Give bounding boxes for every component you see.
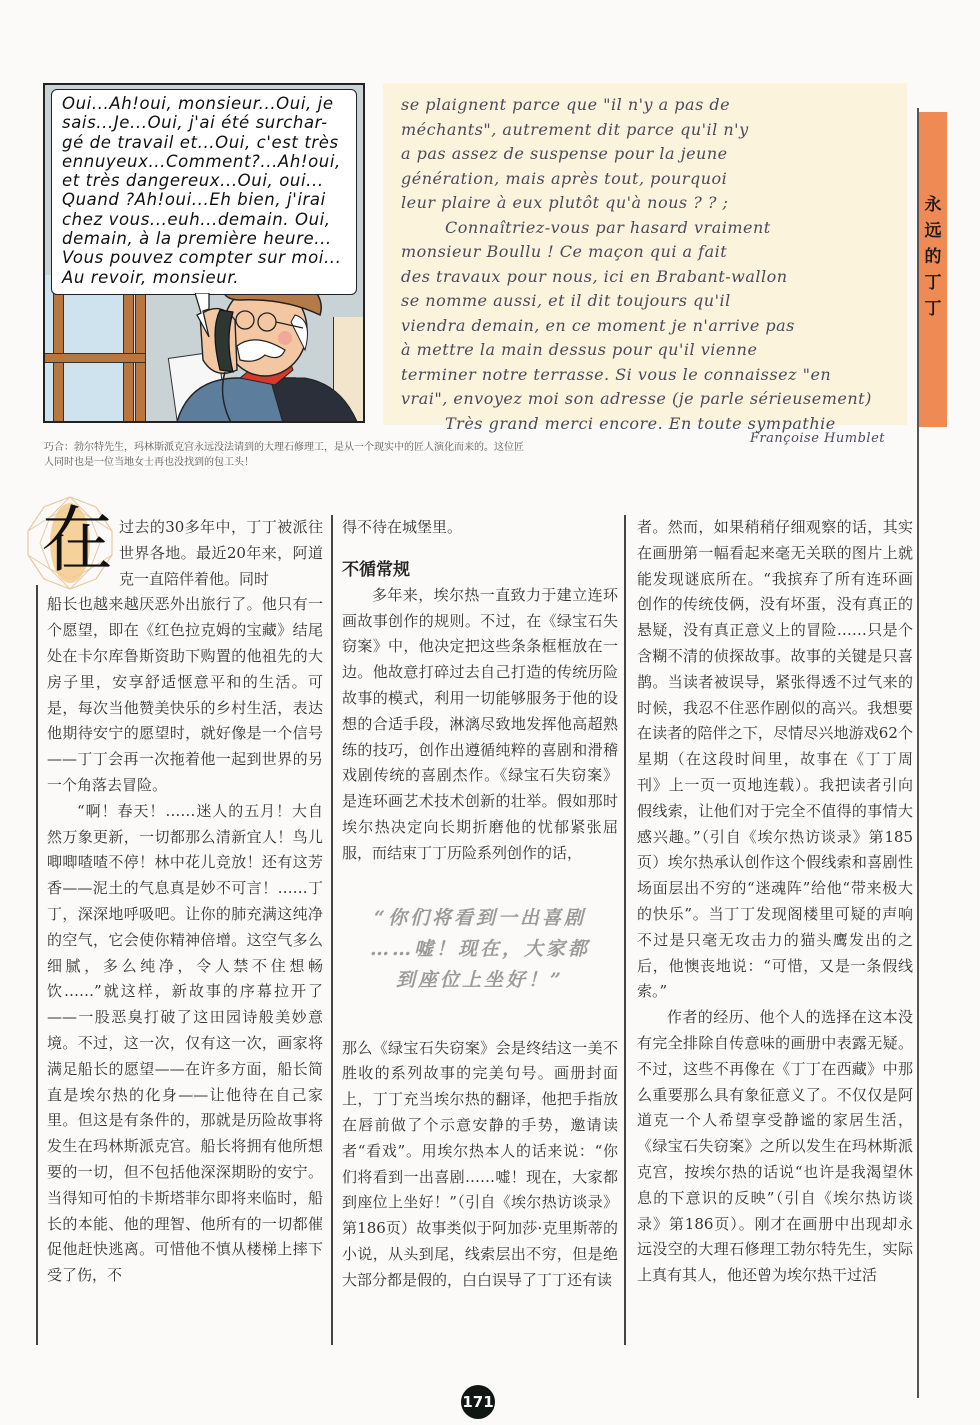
letter-line: se plaignent parce que "il n'y a pas de — [401, 95, 731, 114]
paragraph: 得不待在城堡里。 — [342, 518, 463, 536]
paragraph: 过去的30多年中，丁丁被派往世界各地。最近20年来，阿道克一直陪伴着他。同时 — [119, 518, 323, 588]
paragraph: “啊！春天！……迷人的五月！大自然万象更新，一切都那么清新宜人！鸟儿唧唧喳喳不停！林中花儿竞放！还有这芳香——泥土的气息真是妙不可言！……丁丁，深深地呼吸吧。让你的肺充满这纯净的空气，它会使你精神倍增。这空气多么细腻，多么纯净，令人禁不住想畅饮……”就这样，新故事的序幕拉开了——一股恶臭打破了这田园诗般美妙意境。不过，这一次，仅有这一次，画家将满足船长的愿望——在许多方面，船长简直是埃尔热的化身——让他待在自己家里。但这是有条件的，那就是历险故事将发生在玛林斯派克宫。船长将拥有他所想要的一切，但不包括他深深期盼的安宁。当得知可怕的卡斯塔菲尔即将来临时，船长的本能、他的理智、他所有的一切都催促他赶快逃离。可惜他不慎从楼梯上摔下受了伤，不 — [47, 801, 323, 1285]
letter-line: a pas assez de suspense pour la jeune — [401, 144, 728, 163]
article-column-3 — [637, 515, 913, 1289]
balloon-line: Quand ?Ah!oui...Eh bien, j'irai — [62, 190, 326, 210]
balloon-line: Oui...Ah!oui, monsieur...Oui, je — [62, 94, 334, 113]
letter-line: viendra demain, en ce moment je n'arrive pas — [401, 315, 795, 335]
balloon-line: Vous pouvez compter sur moi... — [62, 248, 342, 268]
letter-line: terminer notre terrasse. Si vous le connaissez "en — [401, 364, 832, 384]
paragraph: 那么《绿宝石失窃案》会是终结这一美不胜收的系列故事的完美句号。画册封面上，丁丁充当埃尔热的翻译，他把手指放在唇前做了个示意安静的手势，邀请读者“看戏”。用埃尔热本人的话来说：“你们将看到一出喜剧……嘘！现在，大家都到座位上坐好！”（引自《埃尔热访谈录》第186页）故事类似于阿加莎·克里斯蒂的小说，从头到尾，线索层出不穷，但是绝大部分都是假的，白白误导了丁丁还有读 — [342, 1038, 618, 1289]
page-number: 171 — [461, 1385, 495, 1419]
article-column-2 — [342, 515, 618, 1294]
letter-line: des travaux pour nous, ici en Brabant-wallon — [401, 266, 788, 286]
letter-line: à mettre la main dessus pour qu'il vienne — [401, 340, 758, 359]
pull-quote-line: ……嘘！现在，大家都 — [369, 937, 590, 960]
balloon-line: demain, à la première heure... — [62, 229, 332, 249]
handwritten-letter — [383, 83, 907, 446]
article-column-1 — [47, 515, 323, 1289]
balloon-line: Au revoir, monsieur. — [62, 267, 240, 287]
letter-line: vrai", envoyez moi son adresse (je parle sérieusement) — [401, 389, 872, 408]
window-frame — [53, 275, 64, 423]
letter-line: se nomme aussi, et il dit toujours qu'il — [401, 291, 731, 310]
chapter-tab-char: 永 — [924, 195, 942, 215]
letter-line: méchants", autrement dit parce qu'il n'y — [401, 119, 749, 139]
chapter-tab-char: 远 — [924, 221, 942, 241]
pull-quote — [342, 903, 618, 996]
image-caption: 巧合：勃尔特先生，玛林斯派克宫永远没法请到的大理石修理工，是从一个现实中的匠人演化而来的。这位匠人同时也是一位当地女士再也没找到的包工头！ — [44, 442, 524, 468]
drop-cap-letter: 在 — [41, 498, 114, 582]
column-rule — [624, 515, 626, 1345]
balloon-line: ennuyeux...Comment?...Ah!oui, — [62, 151, 341, 171]
paragraph: 多年来，埃尔热一直致力于建立连环画故事创作的规则。不过，在《绿宝石失窃案》中，他决定把这些条条框框放在一边。他故意打碎过去自己打造的传统历险故事的模式，利用一切能够服务于他的设想的合适手段，淋漓尽致地发挥他高超熟练的技巧，创作出遵循纯粹的喜剧和滑稽戏剧传统的喜剧杰作。《绿宝石失窃案》是连环画艺术技术创新的壮举。假如那时埃尔热决定向长期折磨他的忧郁紧张屈服，而结束丁丁历险系列创作的话， — [342, 585, 618, 862]
chapter-tab-char: 的 — [924, 247, 942, 267]
letter-line: monsieur Boullu ! Ce maçon qui a fait — [401, 242, 728, 261]
chapter-tab-char: 丁 — [924, 273, 942, 293]
paragraph: 船长也越来越厌恶外出旅行了。他只有一个愿望，即在《红色拉克姆的宝藏》结尾处在卡尔库鲁斯资助下购置的他祖先的大房子里，安享舒适惬意平和的生活。可是，每次当他赞美快乐的乡村生活，表达他期待安宁的愿望时，就好像是一个信号——丁丁会再一次拖着他一起到世界的另一个角落去冒险。 — [47, 595, 323, 794]
letter-line: Connaîtriez-vous par hasard vraiment — [445, 217, 771, 237]
comic-panel — [43, 83, 365, 423]
column-rule — [36, 585, 38, 1345]
column-rule — [331, 515, 333, 1345]
pull-quote-line: 到座位上坐好！” — [396, 968, 564, 991]
section-heading: 不循常规 — [342, 559, 410, 580]
balloon-line: chez vous...euh...demain. Oui, — [62, 209, 331, 229]
letter-signature: Françoise Humblet — [749, 431, 885, 446]
balloon-tail-icon — [195, 293, 225, 343]
paragraph: 作者的经历、他个人的选择在这本没有完全排除自传意味的画册中表露无疑。不过，这些不再像在《丁丁在西藏》中那么重要那么具有象征意义了。不仅仅是阿道克一个人希望享受静谧的家居生活，《绿宝石失窃案》之所以发生在玛林斯派克宫，按埃尔热的话说“也许是我渴望休息的下意识的反映”（引自《埃尔热访谈录》第186页）。刚才在画册中出现却永远没空的大理石修理工勃尔特先生，实际上真有其人，他还曾为埃尔热干过活 — [637, 1008, 913, 1285]
chapter-tab — [919, 112, 947, 427]
chapter-tab-char: 丁 — [924, 299, 942, 319]
letter-line: Très grand merci encore. En toute sympathie — [445, 413, 836, 433]
paragraph: 者。然而，如果稍稍仔细观察的话，其实在画册第一幅看起来毫无关联的图片上就能发现谜底所在。“我摈弃了所有连环画创作的传统伎俩，没有坏蛋，没有真正的悬疑，没有真正意义上的冒险……只是个含糊不清的侦探故事。故事的关键是只喜鹊。当读者被误导，紧张得透不过气来的时候，我忍不住恶作剧似的高兴。我想要在读者的陪伴之下，尽情尽兴地游戏62个星期（在这段时间里，故事在《丁丁周刊》上一页一页地连载）。我把读者引向假线索，让他们对于完全不值得的事情大感兴趣。”（引自《埃尔热访谈录》第185页）埃尔热承认创作这个假线索和喜剧性场面层出不穷的“迷魂阵”给他“带来极大的快乐”。当丁丁发现阁楼里可疑的声响不过是只毫无攻击力的猫头鹰发出的之后，他懊丧地说：“可惜，又是一条假线索。” — [637, 518, 913, 1001]
letter-line: leur plaire à eux plutôt qu'à nous ? ? ; — [401, 193, 729, 212]
balloon-line: gé de travail et...Oui, c'est très — [62, 132, 339, 152]
window-frame — [45, 353, 145, 363]
balloon-line: et très dangereux...Oui, oui... — [62, 171, 324, 191]
balloon-line: sais...Je...Oui, j'ai été surchar- — [62, 113, 328, 133]
pull-quote-line: “你们将看到一出喜剧 — [374, 906, 586, 929]
speech-balloon — [51, 89, 357, 295]
window-frame — [123, 275, 134, 423]
letter-line: génération, mais après tout, pourquoi — [401, 168, 728, 188]
